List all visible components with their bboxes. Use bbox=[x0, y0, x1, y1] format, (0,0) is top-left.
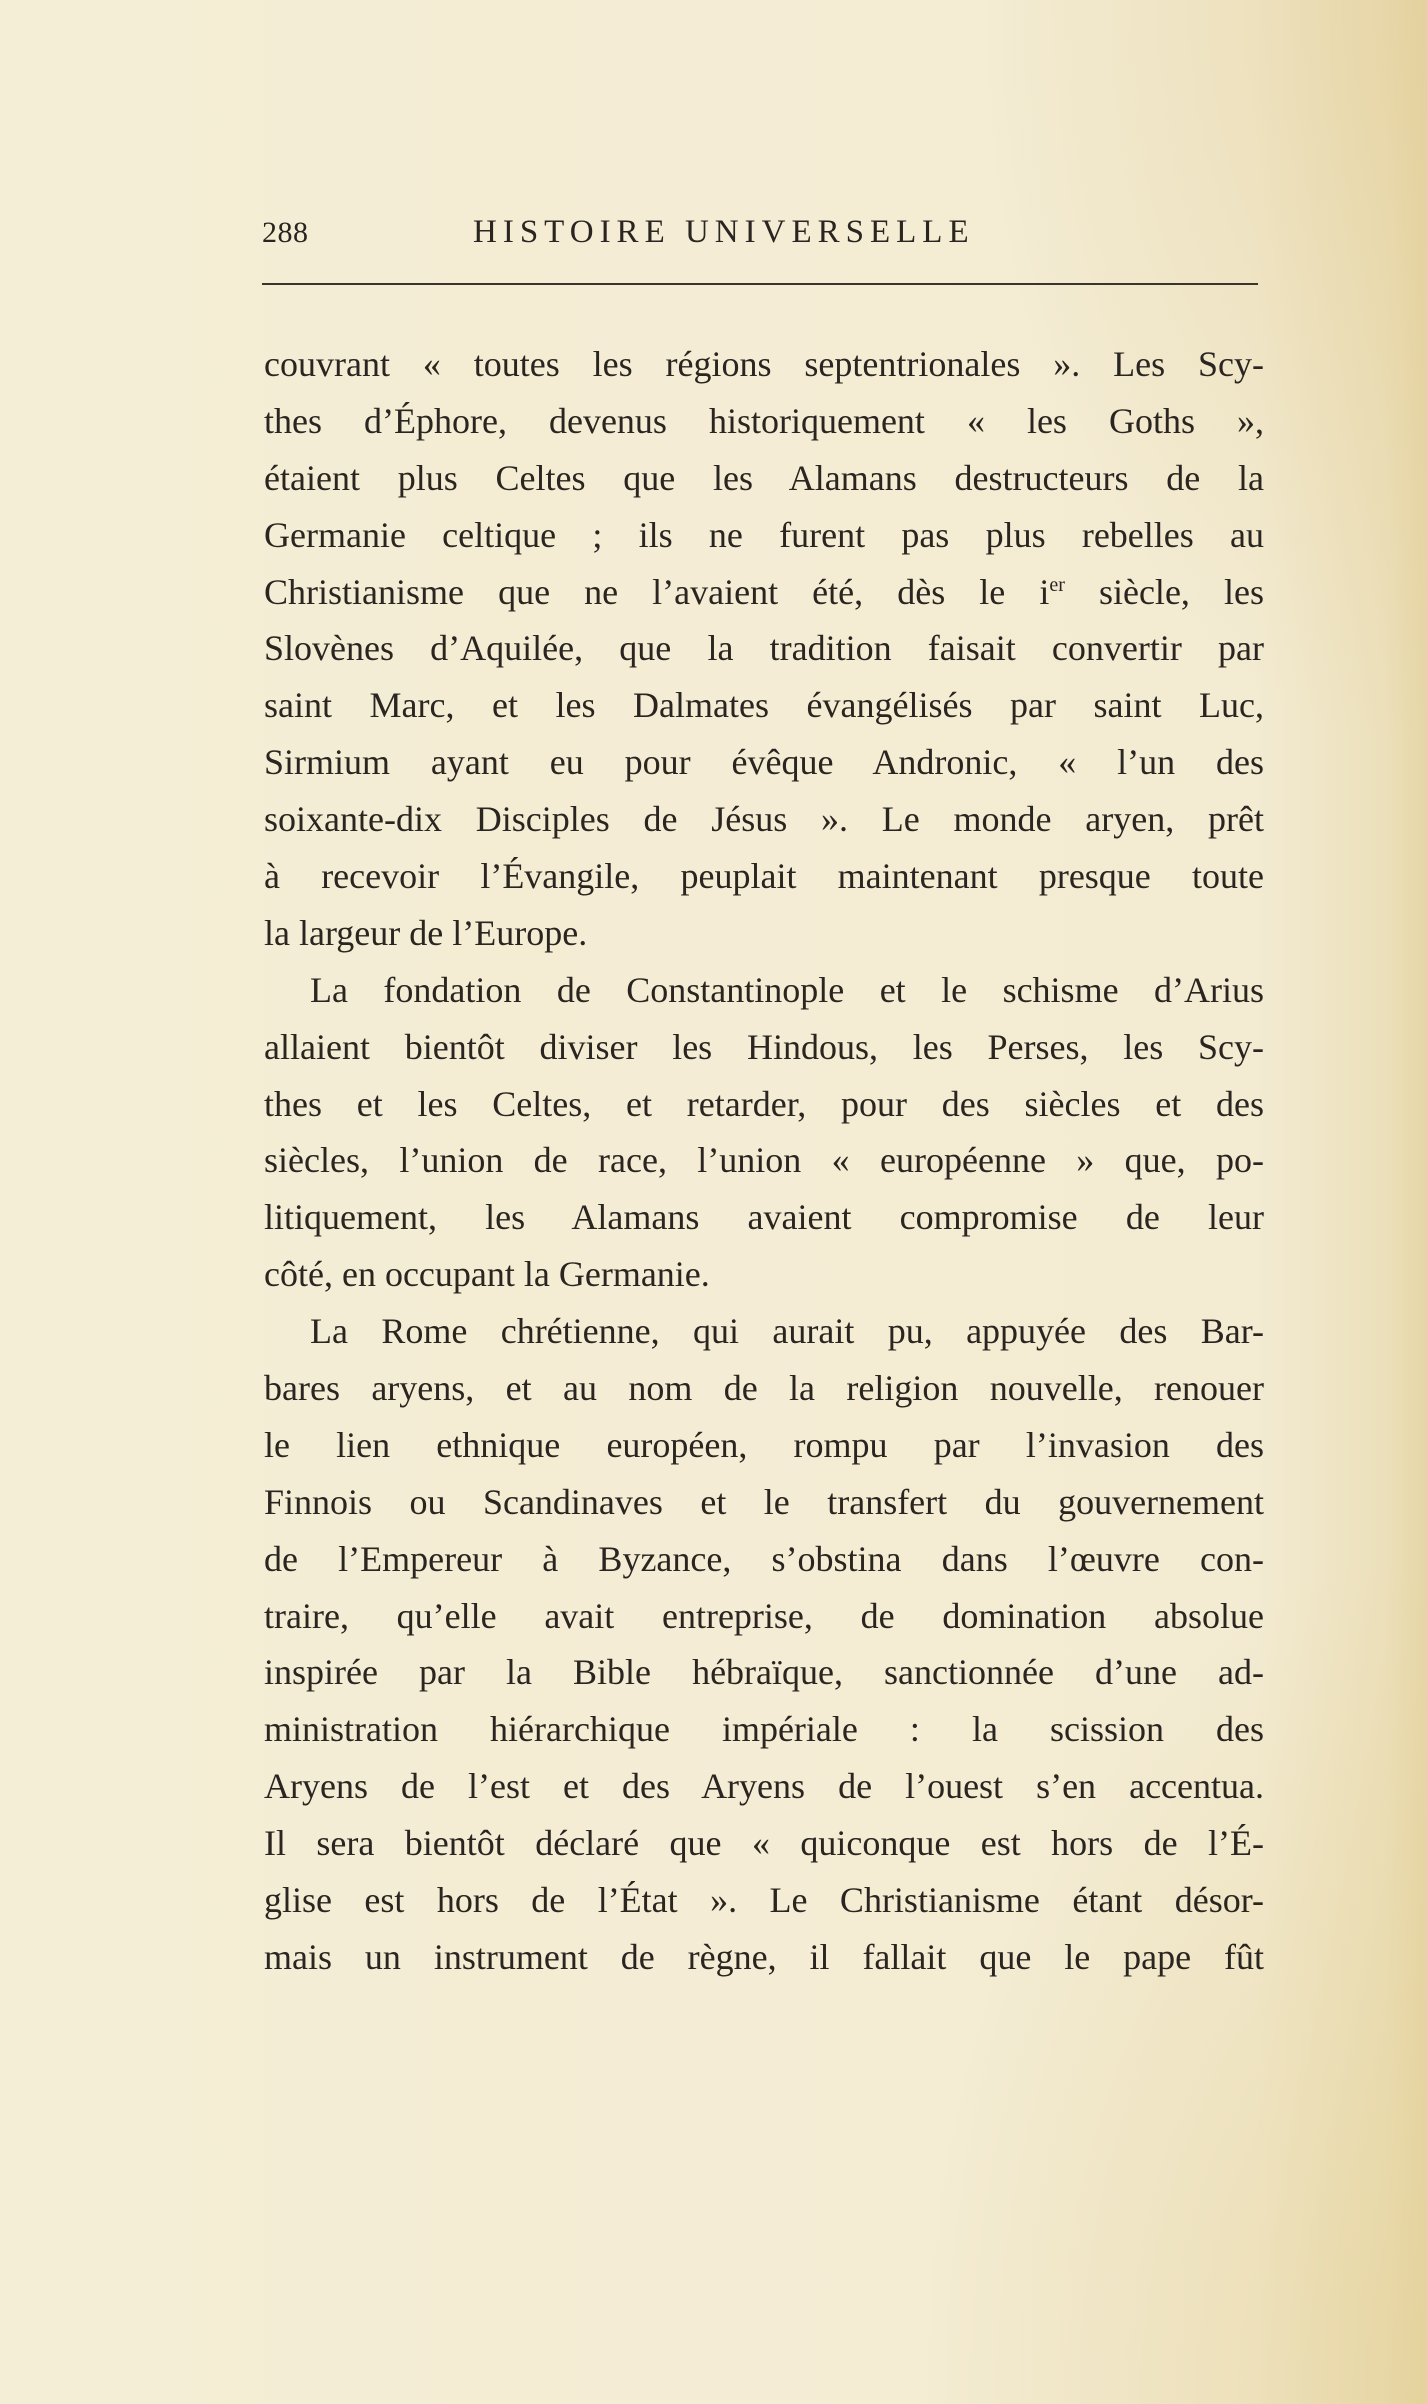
text-line: étaient plus Celtes que les Alamans destructeurs de la bbox=[264, 457, 1264, 498]
text-line: à recevoir l’Évangile, peuplait maintenant presque toute bbox=[264, 856, 1264, 897]
text-line: siècles, l’union de race, l’union « européenne » que, po- bbox=[264, 1140, 1264, 1181]
text-line: La fondation de Constantinople et le schisme d’Arius bbox=[310, 969, 1264, 1010]
text-line: ministration hiérarchique impériale : la scission des bbox=[264, 1709, 1264, 1750]
text-line: Il sera bientôt déclaré que « quiconque est hors de l’É- bbox=[264, 1823, 1264, 1864]
running-title: HISTOIRE UNIVERSELLE bbox=[473, 214, 975, 250]
text-segment: Christianisme que ne l’avaient été, dès le i bbox=[264, 571, 1050, 612]
text-line: glise est hors de l’État ». Le Christianisme étant désor- bbox=[264, 1880, 1264, 1921]
page-header bbox=[262, 214, 1258, 264]
text-line: traire, qu’elle avait entreprise, de domination absolue bbox=[264, 1595, 1264, 1636]
text-line: litiquement, les Alamans avaient compromise de leur bbox=[264, 1197, 1264, 1238]
text-line: soixante-dix Disciples de Jésus ». Le monde aryen, prêt bbox=[264, 799, 1264, 840]
text-line: Finnois ou Scandinaves et le transfert du gouvernement bbox=[264, 1481, 1264, 1522]
body-text bbox=[264, 336, 1264, 1986]
text-line: la largeur de l’Europe. bbox=[264, 912, 588, 953]
text-line: La Rome chrétienne, qui aurait pu, appuyée des Bar- bbox=[310, 1311, 1264, 1352]
text-line: côté, en occupant la Germanie. bbox=[264, 1254, 710, 1295]
text-line: couvrant « toutes les régions septentrionales ». Les Scy- bbox=[264, 344, 1264, 384]
text-line: allaient bientôt diviser les Hindous, les Perses, les Scy- bbox=[264, 1026, 1264, 1067]
text-segment: siècle, les bbox=[1064, 571, 1264, 612]
text-line: inspirée par la Bible hébraïque, sanctionnée d’une ad- bbox=[264, 1652, 1264, 1693]
text-line: de l’Empereur à Byzance, s’obstina dans l’œuvre con- bbox=[264, 1538, 1264, 1579]
superscript: er bbox=[1049, 573, 1065, 596]
page-number: 288 bbox=[262, 216, 309, 249]
text-line: Aryens de l’est et des Aryens de l’ouest s’en accentua. bbox=[264, 1766, 1264, 1807]
text-line bbox=[264, 564, 1264, 621]
header-rule bbox=[262, 283, 1258, 285]
text-line: Germanie celtique ; ils ne furent pas plus rebelles au bbox=[264, 514, 1264, 555]
text-line: thes et les Celtes, et retarder, pour des siècles et des bbox=[264, 1083, 1264, 1124]
text-line: bares aryens, et au nom de la religion nouvelle, renouer bbox=[264, 1368, 1264, 1409]
text-line: saint Marc, et les Dalmates évangélisés par saint Luc, bbox=[264, 685, 1264, 726]
text-line: Slovènes d’Aquilée, que la tradition faisait convertir par bbox=[264, 628, 1264, 669]
text-line: Sirmium ayant eu pour évêque Andronic, « l’un des bbox=[264, 742, 1264, 783]
text-line: mais un instrument de règne, il fallait que le pape fût bbox=[264, 1936, 1264, 1977]
text-line: le lien ethnique européen, rompu par l’invasion des bbox=[264, 1424, 1264, 1465]
text-line: thes d’Éphore, devenus historiquement « les Goths », bbox=[264, 400, 1264, 441]
